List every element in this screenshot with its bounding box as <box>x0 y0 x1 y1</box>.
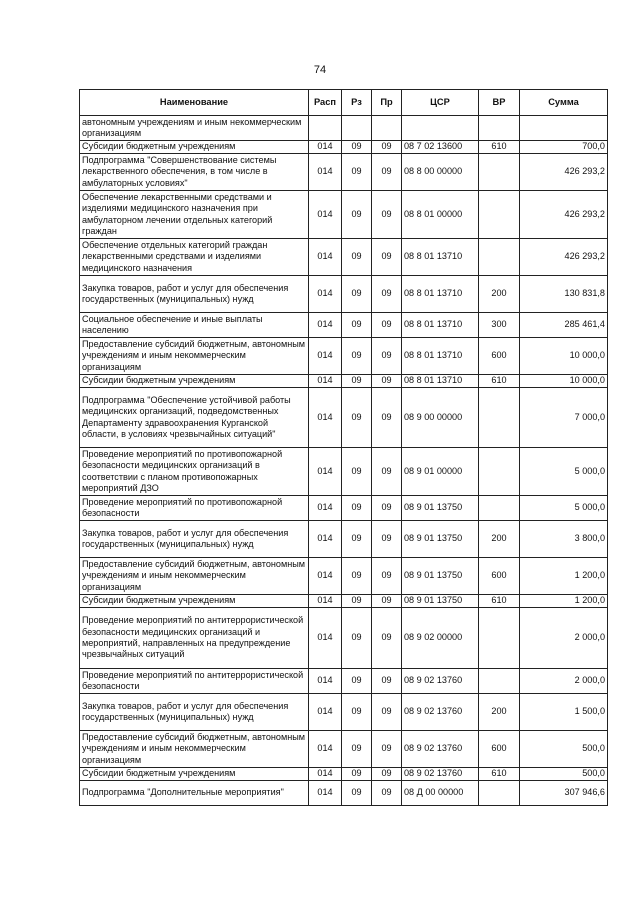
row-csr: 08 7 02 13600 <box>402 141 479 154</box>
table-row <box>80 313 608 338</box>
header-name: Наименование <box>80 90 309 116</box>
row-sum <box>520 116 608 141</box>
table-row <box>80 608 608 669</box>
table-row <box>80 448 608 496</box>
row-vr <box>479 669 520 694</box>
row-csr: 08 8 01 13710 <box>402 313 479 338</box>
row-pr: 09 <box>372 521 402 558</box>
row-csr: 08 9 02 00000 <box>402 608 479 669</box>
row-pr: 09 <box>372 141 402 154</box>
row-rasp: 014 <box>309 313 342 338</box>
row-rz: 09 <box>342 141 372 154</box>
row-pr: 09 <box>372 191 402 239</box>
row-rz: 09 <box>342 521 372 558</box>
row-rz: 09 <box>342 338 372 375</box>
row-name: Обеспечение лекарственными средствами и изделиями медицинского назначения при амбулаторном лечении отдельных категорий граждан <box>80 191 309 239</box>
row-sum: 1 200,0 <box>520 558 608 595</box>
row-pr: 09 <box>372 694 402 731</box>
row-rasp: 014 <box>309 191 342 239</box>
row-vr <box>479 388 520 448</box>
row-rasp: 014 <box>309 448 342 496</box>
row-vr: 300 <box>479 313 520 338</box>
row-sum: 7 000,0 <box>520 388 608 448</box>
row-csr: 08 8 01 00000 <box>402 191 479 239</box>
row-sum: 426 293,2 <box>520 239 608 276</box>
table-row <box>80 496 608 521</box>
row-csr: 08 Д 00 00000 <box>402 781 479 806</box>
row-rasp: 014 <box>309 521 342 558</box>
row-vr: 600 <box>479 731 520 768</box>
row-csr: 08 8 00 00000 <box>402 154 479 191</box>
row-vr: 610 <box>479 595 520 608</box>
row-rz: 09 <box>342 781 372 806</box>
row-pr: 09 <box>372 731 402 768</box>
row-vr <box>479 154 520 191</box>
table-row <box>80 239 608 276</box>
row-rasp: 014 <box>309 731 342 768</box>
row-rasp: 014 <box>309 154 342 191</box>
row-csr: 08 8 01 13710 <box>402 239 479 276</box>
row-rasp: 014 <box>309 608 342 669</box>
row-pr: 09 <box>372 558 402 595</box>
row-rasp: 014 <box>309 276 342 313</box>
row-pr: 09 <box>372 313 402 338</box>
row-csr: 08 9 01 13750 <box>402 521 479 558</box>
row-rasp: 014 <box>309 141 342 154</box>
row-sum: 130 831,8 <box>520 276 608 313</box>
header-pr: Пр <box>372 90 402 116</box>
row-pr <box>372 116 402 141</box>
row-sum: 426 293,2 <box>520 191 608 239</box>
header-rasp: Расп <box>309 90 342 116</box>
row-name: Предоставление субсидий бюджетным, автономным учреждениям и иным некоммерческим организациям <box>80 731 309 768</box>
row-name: Субсидии бюджетным учреждениям <box>80 375 309 388</box>
row-vr <box>479 496 520 521</box>
row-sum: 307 946,6 <box>520 781 608 806</box>
row-pr: 09 <box>372 608 402 669</box>
row-rz: 09 <box>342 768 372 781</box>
row-csr: 08 9 02 13760 <box>402 768 479 781</box>
row-rasp: 014 <box>309 338 342 375</box>
row-csr: 08 9 01 13750 <box>402 558 479 595</box>
row-sum: 500,0 <box>520 731 608 768</box>
row-csr: 08 9 01 00000 <box>402 448 479 496</box>
row-rz: 09 <box>342 388 372 448</box>
row-sum: 285 461,4 <box>520 313 608 338</box>
row-rasp: 014 <box>309 595 342 608</box>
budget-table <box>79 89 608 806</box>
row-sum: 3 800,0 <box>520 521 608 558</box>
row-name: Предоставление субсидий бюджетным, автономным учреждениям и иным некоммерческим организациям <box>80 338 309 375</box>
row-pr: 09 <box>372 768 402 781</box>
table-row <box>80 116 608 141</box>
table-row <box>80 558 608 595</box>
row-rz: 09 <box>342 694 372 731</box>
row-rasp: 014 <box>309 496 342 521</box>
row-name: Социальное обеспечение и иные выплаты населению <box>80 313 309 338</box>
row-pr: 09 <box>372 276 402 313</box>
table-row <box>80 191 608 239</box>
row-pr: 09 <box>372 154 402 191</box>
row-sum: 5 000,0 <box>520 496 608 521</box>
row-sum: 5 000,0 <box>520 448 608 496</box>
row-vr <box>479 448 520 496</box>
row-pr: 09 <box>372 338 402 375</box>
table-row <box>80 595 608 608</box>
row-sum: 10 000,0 <box>520 375 608 388</box>
row-rasp: 014 <box>309 239 342 276</box>
row-rasp: 014 <box>309 558 342 595</box>
row-name: Подпрограмма "Совершенствование системы лекарственного обеспечения, в том числе в амбулаторных условиях" <box>80 154 309 191</box>
header-sum: Сумма <box>520 90 608 116</box>
header-vr: ВР <box>479 90 520 116</box>
row-csr: 08 8 01 13710 <box>402 375 479 388</box>
row-rasp: 014 <box>309 669 342 694</box>
row-csr: 08 9 01 13750 <box>402 595 479 608</box>
row-sum: 700,0 <box>520 141 608 154</box>
row-vr: 200 <box>479 276 520 313</box>
row-rasp: 014 <box>309 781 342 806</box>
header-row <box>80 90 608 116</box>
table-body <box>80 116 608 806</box>
row-rz: 09 <box>342 375 372 388</box>
row-vr <box>479 608 520 669</box>
row-name: Закупка товаров, работ и услуг для обеспечения государственных (муниципальных) нужд <box>80 521 309 558</box>
row-rz: 09 <box>342 239 372 276</box>
row-name: Подпрограмма "Дополнительные мероприятия" <box>80 781 309 806</box>
row-name: Обеспечение отдельных категорий граждан лекарственными средствами и изделиями медицинского назначения <box>80 239 309 276</box>
row-rasp: 014 <box>309 768 342 781</box>
row-vr: 610 <box>479 375 520 388</box>
row-name: Проведение мероприятий по антитеррористической безопасности медицинских организаций и мероприятий, направленных на предупреждение чрезвычайных ситуаций <box>80 608 309 669</box>
header-rz: Рз <box>342 90 372 116</box>
row-csr <box>402 116 479 141</box>
table-row <box>80 388 608 448</box>
row-vr: 200 <box>479 694 520 731</box>
table-row <box>80 669 608 694</box>
row-rasp <box>309 116 342 141</box>
row-csr: 08 9 00 00000 <box>402 388 479 448</box>
row-rz: 09 <box>342 731 372 768</box>
table-row <box>80 154 608 191</box>
row-pr: 09 <box>372 375 402 388</box>
row-csr: 08 9 02 13760 <box>402 731 479 768</box>
row-name: автономным учреждениям и иным некоммерческим организациям <box>80 116 309 141</box>
row-vr: 610 <box>479 768 520 781</box>
table-row <box>80 338 608 375</box>
row-rz: 09 <box>342 669 372 694</box>
row-pr: 09 <box>372 448 402 496</box>
row-pr: 09 <box>372 669 402 694</box>
row-vr <box>479 191 520 239</box>
page-number: 74 <box>313 64 327 76</box>
row-name: Подпрограмма "Обеспечение устойчивой работы медицинских организаций, подведомственных Департаменту здравоохранения Курганской области, в условиях чрезвычайных ситуаций" <box>80 388 309 448</box>
row-name: Предоставление субсидий бюджетным, автономным учреждениям и иным некоммерческим организациям <box>80 558 309 595</box>
table-row <box>80 276 608 313</box>
row-pr: 09 <box>372 781 402 806</box>
table-row <box>80 141 608 154</box>
row-csr: 08 9 01 13750 <box>402 496 479 521</box>
row-sum: 500,0 <box>520 768 608 781</box>
row-rz: 09 <box>342 608 372 669</box>
row-name: Проведение мероприятий по противопожарной безопасности <box>80 496 309 521</box>
row-pr: 09 <box>372 595 402 608</box>
row-name: Проведение мероприятий по противопожарной безопасности медицинских организаций в соответствии с планом противопожарных мероприятий ДЗО <box>80 448 309 496</box>
row-csr: 08 9 02 13760 <box>402 669 479 694</box>
row-rz: 09 <box>342 313 372 338</box>
row-rz: 09 <box>342 154 372 191</box>
row-csr: 08 8 01 13710 <box>402 276 479 313</box>
row-pr: 09 <box>372 239 402 276</box>
table-row <box>80 768 608 781</box>
row-vr: 610 <box>479 141 520 154</box>
table-row <box>80 521 608 558</box>
row-rz: 09 <box>342 558 372 595</box>
row-vr: 600 <box>479 558 520 595</box>
row-vr: 600 <box>479 338 520 375</box>
header-csr: ЦСР <box>402 90 479 116</box>
row-rasp: 014 <box>309 375 342 388</box>
row-name: Субсидии бюджетным учреждениям <box>80 595 309 608</box>
row-vr <box>479 781 520 806</box>
row-rz: 09 <box>342 448 372 496</box>
row-vr: 200 <box>479 521 520 558</box>
row-name: Субсидии бюджетным учреждениям <box>80 141 309 154</box>
row-sum: 2 000,0 <box>520 608 608 669</box>
row-name: Субсидии бюджетным учреждениям <box>80 768 309 781</box>
row-rasp: 014 <box>309 694 342 731</box>
row-sum: 426 293,2 <box>520 154 608 191</box>
table-row <box>80 694 608 731</box>
row-rz: 09 <box>342 595 372 608</box>
table-row <box>80 375 608 388</box>
row-vr <box>479 116 520 141</box>
row-name: Закупка товаров, работ и услуг для обеспечения государственных (муниципальных) нужд <box>80 694 309 731</box>
row-sum: 10 000,0 <box>520 338 608 375</box>
row-rz <box>342 116 372 141</box>
row-rasp: 014 <box>309 388 342 448</box>
row-csr: 08 9 02 13760 <box>402 694 479 731</box>
row-csr: 08 8 01 13710 <box>402 338 479 375</box>
row-sum: 1 200,0 <box>520 595 608 608</box>
row-pr: 09 <box>372 496 402 521</box>
table-row <box>80 781 608 806</box>
row-sum: 1 500,0 <box>520 694 608 731</box>
row-pr: 09 <box>372 388 402 448</box>
row-name: Закупка товаров, работ и услуг для обеспечения государственных (муниципальных) нужд <box>80 276 309 313</box>
row-vr <box>479 239 520 276</box>
row-rz: 09 <box>342 496 372 521</box>
table-row <box>80 731 608 768</box>
row-name: Проведение мероприятий по антитеррористической безопасности <box>80 669 309 694</box>
row-sum: 2 000,0 <box>520 669 608 694</box>
row-rz: 09 <box>342 276 372 313</box>
row-rz: 09 <box>342 191 372 239</box>
